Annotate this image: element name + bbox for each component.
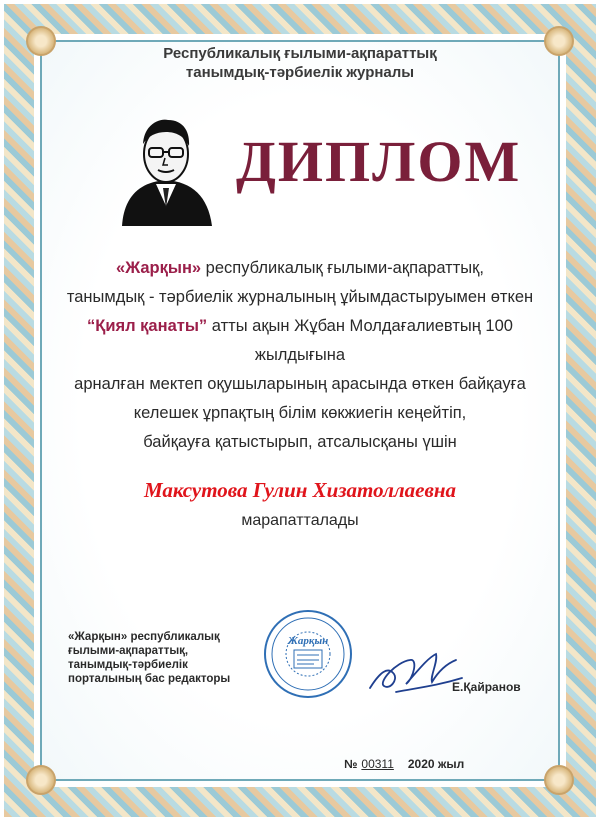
journal-name: «Жарқын»	[116, 259, 202, 277]
journal-title-line1: Республикалық ғылыми-ақпараттық	[163, 45, 437, 62]
number-sign: №	[344, 757, 358, 771]
awarded-text: марапатталады	[241, 512, 359, 529]
editor-title	[68, 630, 278, 686]
contest-name: “Қиял қанаты”	[87, 317, 208, 335]
recipient-name: Максутова Гулин Хизатоллаевна	[144, 478, 456, 502]
journal-title-line2: танымдық-тәрбиелік журналы	[185, 64, 415, 81]
signature	[366, 648, 466, 698]
editor-title-line1: «Жарқын» республикалық	[68, 631, 220, 643]
corner-ornament	[26, 765, 56, 795]
official-stamp	[262, 608, 354, 700]
award-text-line3	[56, 312, 544, 370]
journal-title	[0, 44, 600, 82]
editor-title-line4: порталының бас редакторы	[68, 673, 231, 685]
poet-portrait	[116, 108, 216, 226]
diploma-title: ДИПЛОМ	[236, 129, 522, 194]
award-text-line1	[56, 254, 544, 283]
certificate-number-line	[344, 757, 464, 771]
award-text-segment: атты ақын Жұбан Молдағалиевтың 100 жылдығына	[207, 317, 513, 364]
award-text	[56, 254, 544, 457]
award-text-segment: республикалық ғылыми-ақпараттық,	[201, 259, 484, 277]
award-text-line2: танымдық - тәрбиелік журналының ұйымдастыруымен өткен	[66, 288, 534, 306]
editor-title-line3: танымдық-тәрбиелік	[68, 659, 188, 671]
stamp-label: Жарқын	[287, 635, 329, 647]
corner-ornament	[544, 765, 574, 795]
award-text-line6: байқауға қатыстырып, атсалысқаны үшін	[143, 433, 457, 451]
award-text-line4: арналған мектеп оқушыларының арасында өткен байқауға	[74, 375, 526, 393]
certificate-number: 00311	[361, 757, 394, 771]
award-text-line5: келешек ұрпақтың білім көкжиегін кеңейтіп,	[133, 404, 467, 422]
signer-name: Е.Қайранов	[452, 680, 521, 694]
certificate-year: 2020 жыл	[407, 757, 465, 771]
editor-title-line2: ғылыми-ақпараттық,	[68, 645, 189, 657]
